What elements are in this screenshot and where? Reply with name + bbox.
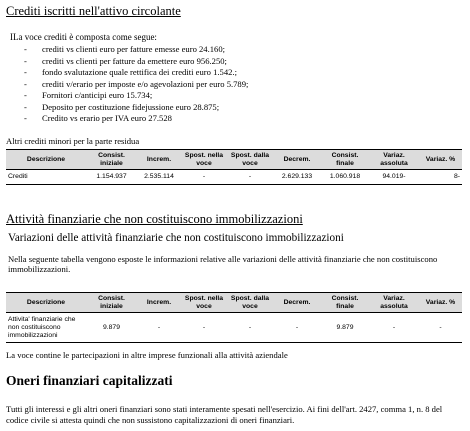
- table-row: [6, 170, 462, 185]
- list-item: - Fornitori c/anticipi euro 15.734;: [24, 90, 153, 100]
- list-item: - Deposito per costituzione fidejussione euro 28.875;: [24, 101, 220, 112]
- list-item: - crediti vs clienti euro per fatture emesse euro 24.160;: [24, 44, 226, 54]
- table-header-row: [6, 150, 462, 170]
- col-header: Increm.: [137, 293, 181, 313]
- table-cell: -: [181, 313, 227, 343]
- table-cell: -: [273, 313, 321, 343]
- col-header: Decrem.: [273, 150, 321, 170]
- list-item: - fondo svalutazione quale rettifica dei crediti euro 1.542.;: [24, 67, 237, 77]
- note-partecipazioni: La voce contine le partecipazioni in altre imprese funzionali alla attività aziendale: [6, 350, 288, 360]
- col-header: Descrizione: [6, 293, 86, 313]
- table-row: [6, 313, 462, 343]
- table-header-row: [6, 293, 462, 313]
- table-cell: -: [181, 170, 227, 185]
- section-title-attivita: Attività finanziarie che non costituiscono immobilizzazioni: [6, 212, 303, 226]
- attivita-table: [6, 292, 462, 343]
- col-header: Increm.: [137, 150, 181, 170]
- text-oneri: Tutti gli interessi e gli altri oneri finanziari sono stati interamente spesati nell'esercizio. Ai fini dell'art. 2427, comma 1, n. 8 del codice civile si attesta quindi che non sussistono capitalizzazioni di oneri finanziari.: [6, 404, 443, 425]
- section-title-crediti: Crediti iscritti nell'attivo circolante: [6, 4, 181, 18]
- table-cell: 9.879: [86, 313, 137, 343]
- list-item: - crediti vs clienti per fatture da emettere euro 956.250;: [24, 55, 227, 66]
- crediti-table: [6, 149, 462, 185]
- table-cell: 8-: [419, 170, 462, 185]
- col-header: Spost. nella voce: [181, 293, 227, 313]
- table-cell: -: [369, 313, 419, 343]
- col-header: Spost. dalla voce: [227, 150, 273, 170]
- table-cell: -: [227, 170, 273, 185]
- table-cell: 1.060.918: [321, 170, 369, 185]
- table-cell: -: [227, 313, 273, 343]
- col-header: Consist. iniziale: [86, 150, 137, 170]
- col-header: Spost. dalla voce: [227, 293, 273, 313]
- note-altri-crediti: Altri crediti minori per la parte residua: [6, 136, 140, 146]
- col-header: Decrem.: [273, 293, 321, 313]
- list-item: - crediti v/erario per imposte e/o agevolazioni per euro 5.789;: [24, 78, 249, 89]
- col-header: Consist. finale: [321, 293, 369, 313]
- col-header: Variaz. %: [419, 293, 462, 313]
- table-cell: 2.629.133: [273, 170, 321, 185]
- table-cell: Crediti: [6, 170, 86, 185]
- subtitle-variazioni: Variazioni delle attività finanziarie che non costituiscono immobilizzazioni: [8, 232, 344, 244]
- list-item: - Credito vs erario per IVA euro 27.528: [24, 113, 172, 123]
- table-cell: 1.154.937: [86, 170, 137, 185]
- table-cell: 2.535.114: [137, 170, 181, 185]
- col-header: Variaz. assoluta: [369, 293, 419, 313]
- section-title-oneri: Oneri finanziari capitalizzati: [6, 373, 173, 388]
- table-cell: -: [137, 313, 181, 343]
- table-cell: Attivita' finanziarie che non costituiscono immobilizzazioni: [6, 313, 86, 343]
- col-header: Descrizione: [6, 150, 86, 170]
- col-header: Consist. finale: [321, 150, 369, 170]
- col-header: Spost. nella voce: [181, 150, 227, 170]
- table-cell: -: [419, 313, 462, 343]
- col-header: Consist. iniziale: [86, 293, 137, 313]
- table-cell: 9.879: [321, 313, 369, 343]
- crediti-list: [24, 44, 444, 125]
- col-header: Variaz. %: [419, 150, 462, 170]
- intro-text-attivita: Nella seguente tabella vengono esposte le informazioni relative alle variazioni delle attività finanziarie che non costituiscono immobilizzazioni.: [8, 254, 438, 274]
- table-cell: 94.019-: [369, 170, 419, 185]
- intro-text-crediti: ILa voce crediti è composta come segue:: [10, 32, 157, 42]
- col-header: Variaz. assoluta: [369, 150, 419, 170]
